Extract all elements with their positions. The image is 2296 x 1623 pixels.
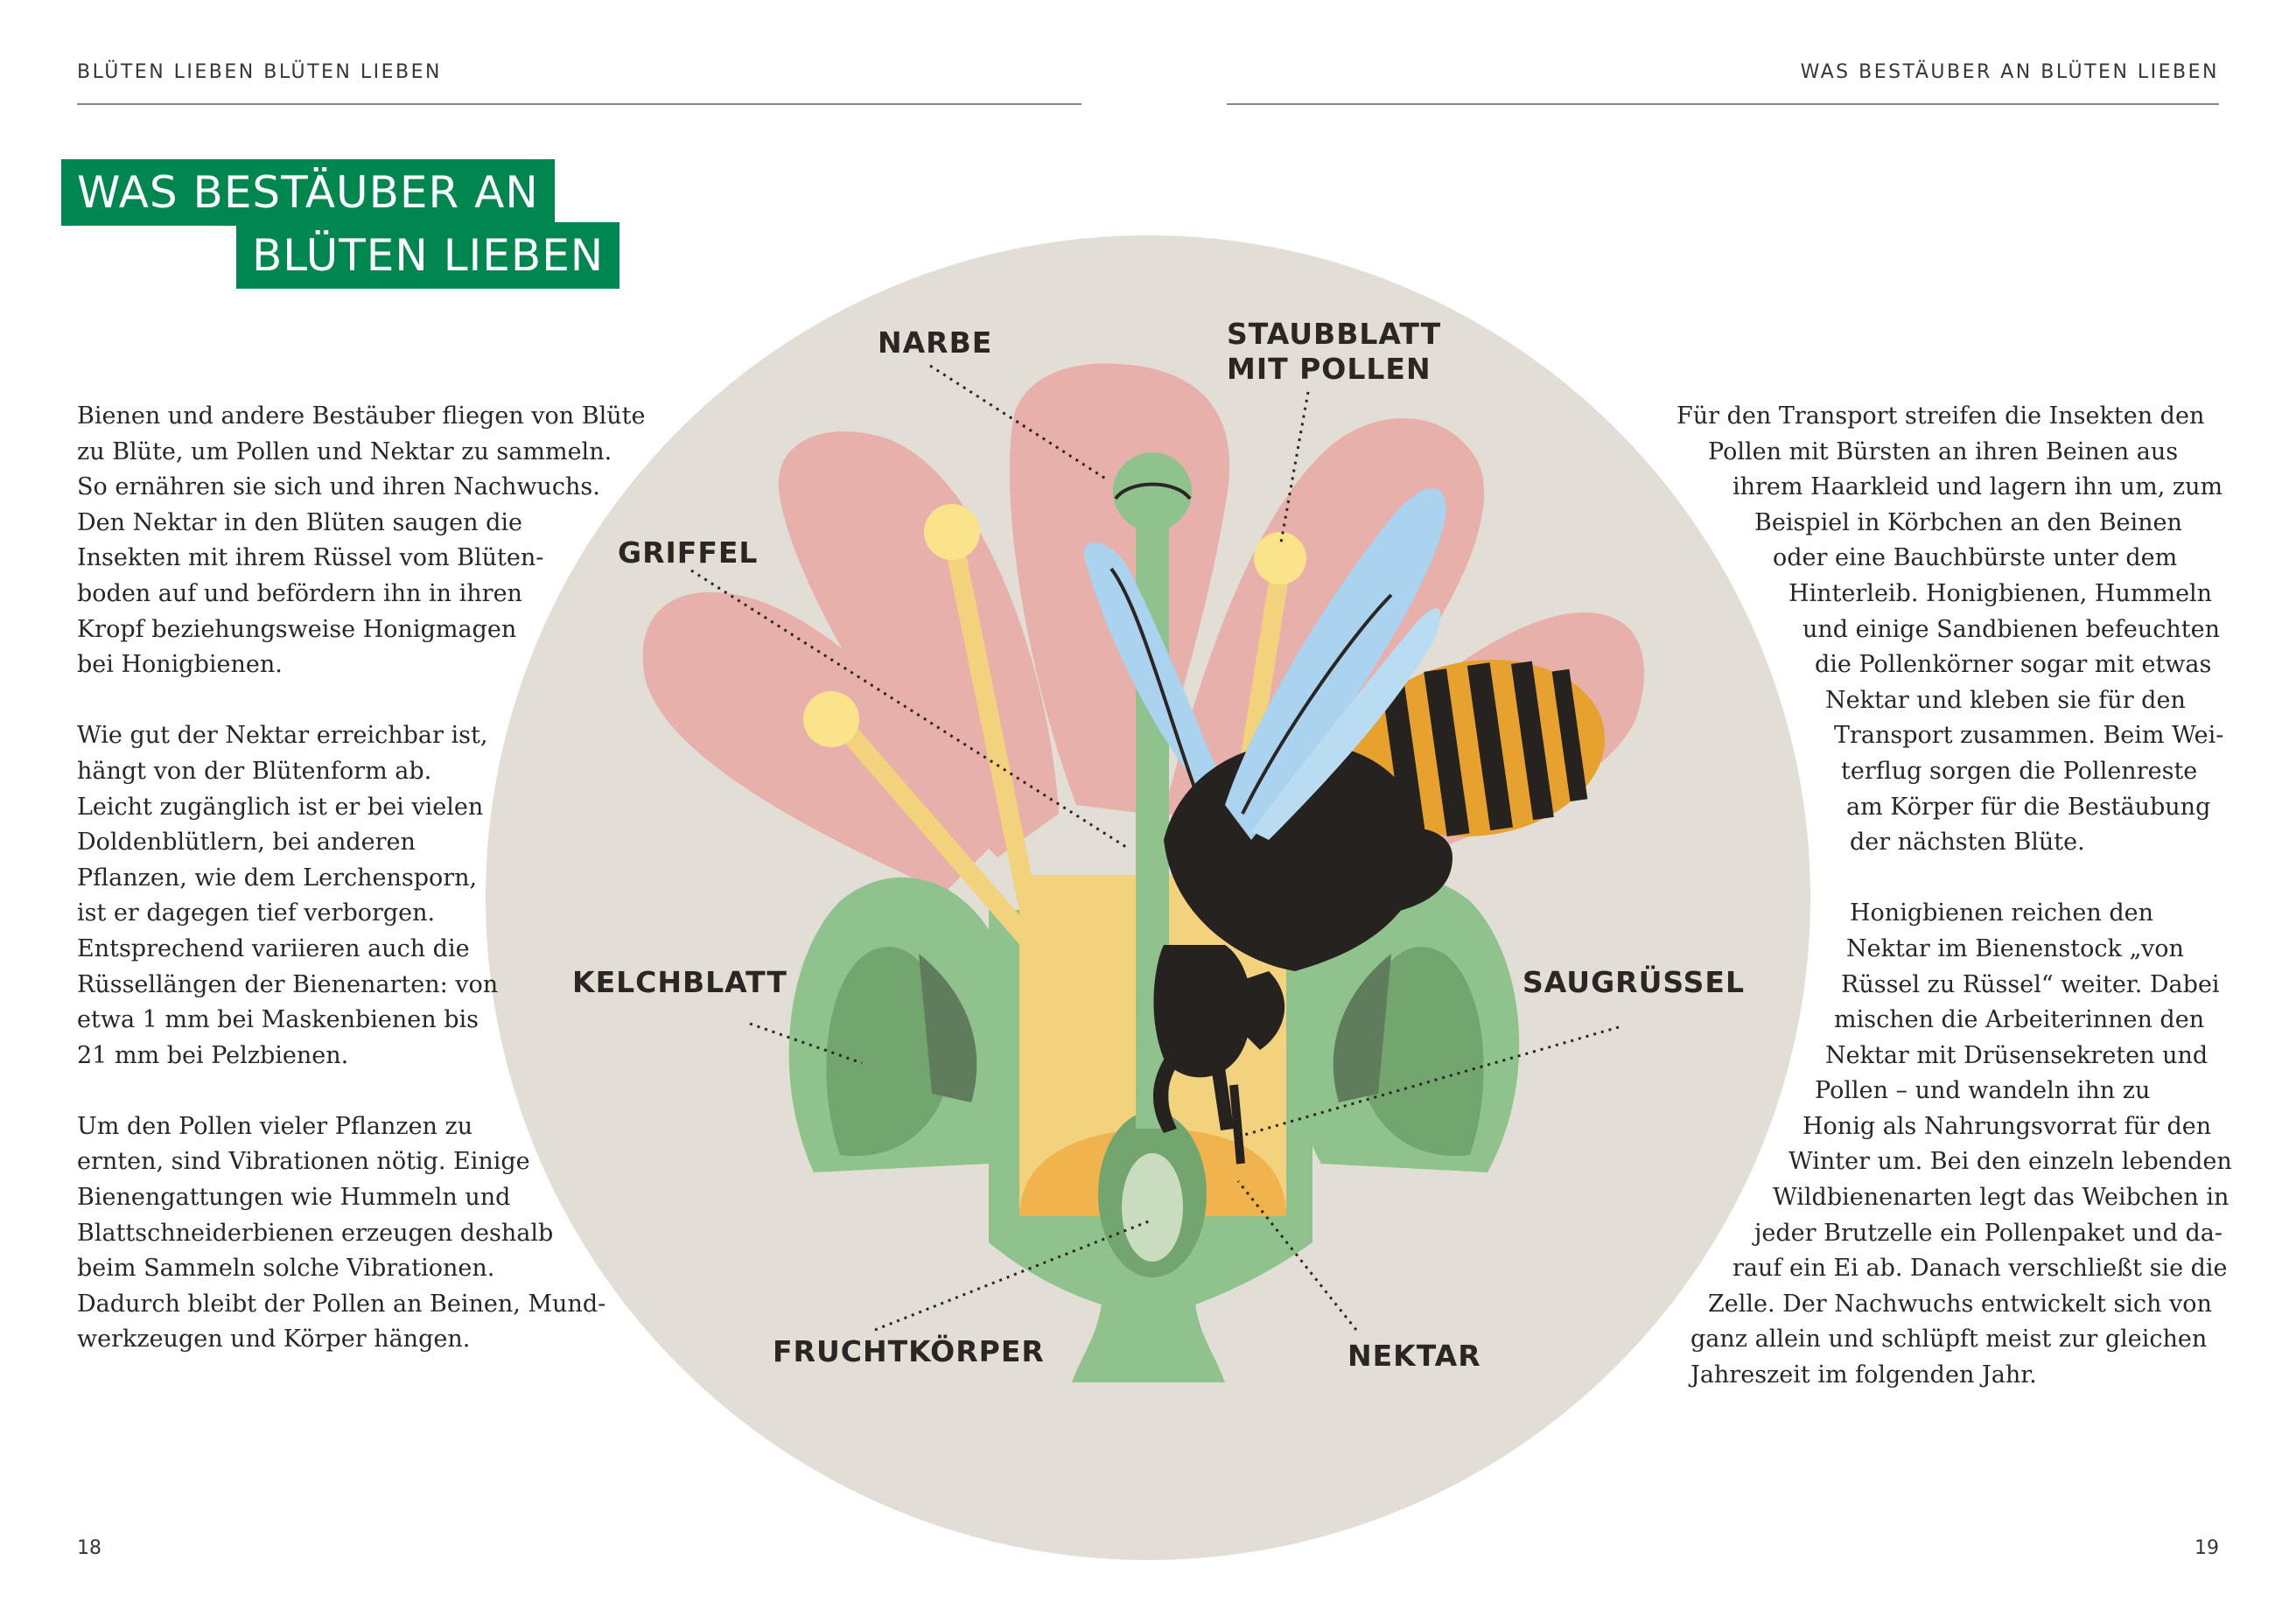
- label-griffel: GRIFFEL: [618, 535, 759, 570]
- text-line: Transport zusammen. Beim Wei-: [1834, 722, 2224, 750]
- text-line: Wildbienenarten legt das Weibchen in: [1773, 1184, 2230, 1212]
- text-line: etwa 1 mm bei Maskenbienen bis: [77, 1006, 479, 1034]
- text-line: bei Honigbienen.: [77, 651, 283, 679]
- text-line: Bienen und andere Bestäuber fliegen von Blüte: [77, 402, 646, 430]
- text-line: Winter um. Bei den einzeln lebenden: [1788, 1148, 2232, 1176]
- page-number-left: 18: [77, 1537, 102, 1559]
- label-kelchblatt: KELCHBLATT: [572, 965, 788, 999]
- text-line: Blattschneiderbienen erzeugen deshalb: [77, 1219, 554, 1247]
- text-line: Rüssel zu Rüssel“ weiter. Dabei: [1841, 970, 2220, 998]
- right-text-column: [1671, 399, 2231, 1394]
- label-narbe: NARBE: [878, 325, 993, 360]
- page-number-right: 19: [2194, 1537, 2219, 1559]
- text-line: ist er dagegen tief verborgen.: [77, 899, 436, 927]
- text-line: Zelle. Der Nachwuchs entwickelt sich von: [1708, 1290, 2212, 1318]
- text-line: 21 mm bei Pelzbienen.: [77, 1041, 349, 1069]
- text-line: Kropf beziehungsweise Honigmagen: [77, 615, 517, 643]
- anther-2: [803, 691, 859, 747]
- text-line: Entsprechend variieren auch die: [77, 934, 470, 962]
- text-line: Dadurch bleibt der Pollen an Beinen, Mund-: [77, 1290, 606, 1318]
- label-staubblatt-line-1: STAUBBLATT: [1227, 317, 1442, 351]
- text-line: Um den Pollen vieler Pflanzen zu: [77, 1112, 473, 1140]
- paragraph-gap: [77, 1074, 620, 1109]
- text-line: beim Sammeln solche Vibrationen.: [77, 1255, 495, 1283]
- text-line: Den Nektar in den Blüten saugen die: [77, 508, 522, 536]
- text-line: Jahreszeit im folgenden Jahr.: [1690, 1361, 2037, 1389]
- text-line: die Pollenkörner sogar mit etwas: [1815, 651, 2212, 679]
- text-line: ihrem Haarkleid und lagern ihn um, zum: [1732, 473, 2223, 501]
- text-line: und einige Sandbienen befeuchten: [1802, 615, 2220, 643]
- text-line: am Körper für die Bestäubung: [1846, 793, 2211, 821]
- label-saugruessel: SAUGRÜSSEL: [1522, 965, 1746, 999]
- left-text-column: [77, 399, 646, 1358]
- text-line: Beispiel in Körbchen an den Beinen: [1754, 508, 2182, 536]
- text-line: ganz allein und schlüpft meist zur gleichen: [1690, 1326, 2208, 1354]
- text-line: Rüssellängen der Bienenarten: von: [77, 970, 499, 998]
- text-line: ernten, sind Vibrationen nötig. Einige: [77, 1148, 530, 1176]
- text-line: Honigbienen reichen den: [1850, 899, 2153, 927]
- text-line: Nektar mit Drüsensekreten und: [1825, 1041, 2208, 1069]
- ovary-inner: [1122, 1153, 1183, 1262]
- text-line: der nächsten Blüte.: [1850, 829, 2085, 857]
- text-line: Leicht zugänglich ist er bei vielen: [77, 793, 484, 821]
- text-line: zu Blüte, um Pollen und Nektar zu sammeln.: [77, 437, 612, 465]
- text-line: hängt von der Blütenform ab.: [77, 757, 432, 785]
- page-title-line-2: BLÜTEN LIEBEN: [236, 222, 620, 289]
- text-line: Nektar im Bienenstock „von: [1846, 934, 2184, 962]
- anther-3: [1254, 532, 1306, 584]
- label-fruchtkoerper: FRUCHTKÖRPER: [773, 1334, 1045, 1368]
- text-line: Pflanzen, wie dem Lerchensporn,: [77, 864, 478, 892]
- text-line: Bienengattungen wie Hummeln und: [77, 1184, 511, 1212]
- label-nektar: NEKTAR: [1348, 1339, 1481, 1373]
- text-line: mischen die Arbeiterinnen den: [1834, 1006, 2205, 1034]
- running-head-right: WAS BESTÄUBER AN BLÜTEN LIEBEN: [1800, 61, 2219, 83]
- paragraph-gap: [1671, 861, 2231, 897]
- text-line: oder eine Bauchbürste unter dem: [1773, 544, 2178, 572]
- text-line: Insekten mit ihrem Rüssel vom Blüten-: [77, 544, 544, 572]
- text-line: Für den Transport streifen die Insekten den: [1676, 402, 2205, 430]
- text-line: Nektar und kleben sie für den: [1825, 686, 2186, 714]
- page-title-line-1: WAS BESTÄUBER AN: [61, 159, 555, 226]
- text-line: jeder Brutzelle ein Pollenpaket und da-: [1754, 1219, 2222, 1247]
- paragraph-gap: [77, 683, 620, 719]
- text-line: rauf ein Ei ab. Danach verschließt sie die: [1732, 1255, 2228, 1283]
- text-line: Honig als Nahrungsvorrat für den: [1802, 1112, 2212, 1140]
- text-line: terflug sorgen die Pollenreste: [1841, 757, 2198, 785]
- text-line: boden auf und befördern ihn in ihren: [77, 579, 522, 607]
- text-line: So ernähren sie sich und ihren Nachwuchs.: [77, 473, 600, 501]
- anther-1: [924, 504, 980, 560]
- text-line: Pollen – und wandeln ihn zu: [1815, 1077, 2151, 1105]
- text-line: Hinterleib. Honigbienen, Hummeln: [1788, 579, 2213, 607]
- text-line: werkzeugen und Körper hängen.: [77, 1326, 471, 1354]
- text-line: Wie gut der Nektar erreichbar ist,: [77, 722, 488, 750]
- running-head-left: BLÜTEN LIEBEN BLÜTEN LIEBEN: [77, 61, 442, 83]
- text-line: Doldenblütlern, bei anderen: [77, 829, 416, 857]
- text-line: Pollen mit Bürsten an ihren Beinen aus: [1708, 437, 2179, 465]
- label-staubblatt-line-2: MIT POLLEN: [1227, 352, 1432, 386]
